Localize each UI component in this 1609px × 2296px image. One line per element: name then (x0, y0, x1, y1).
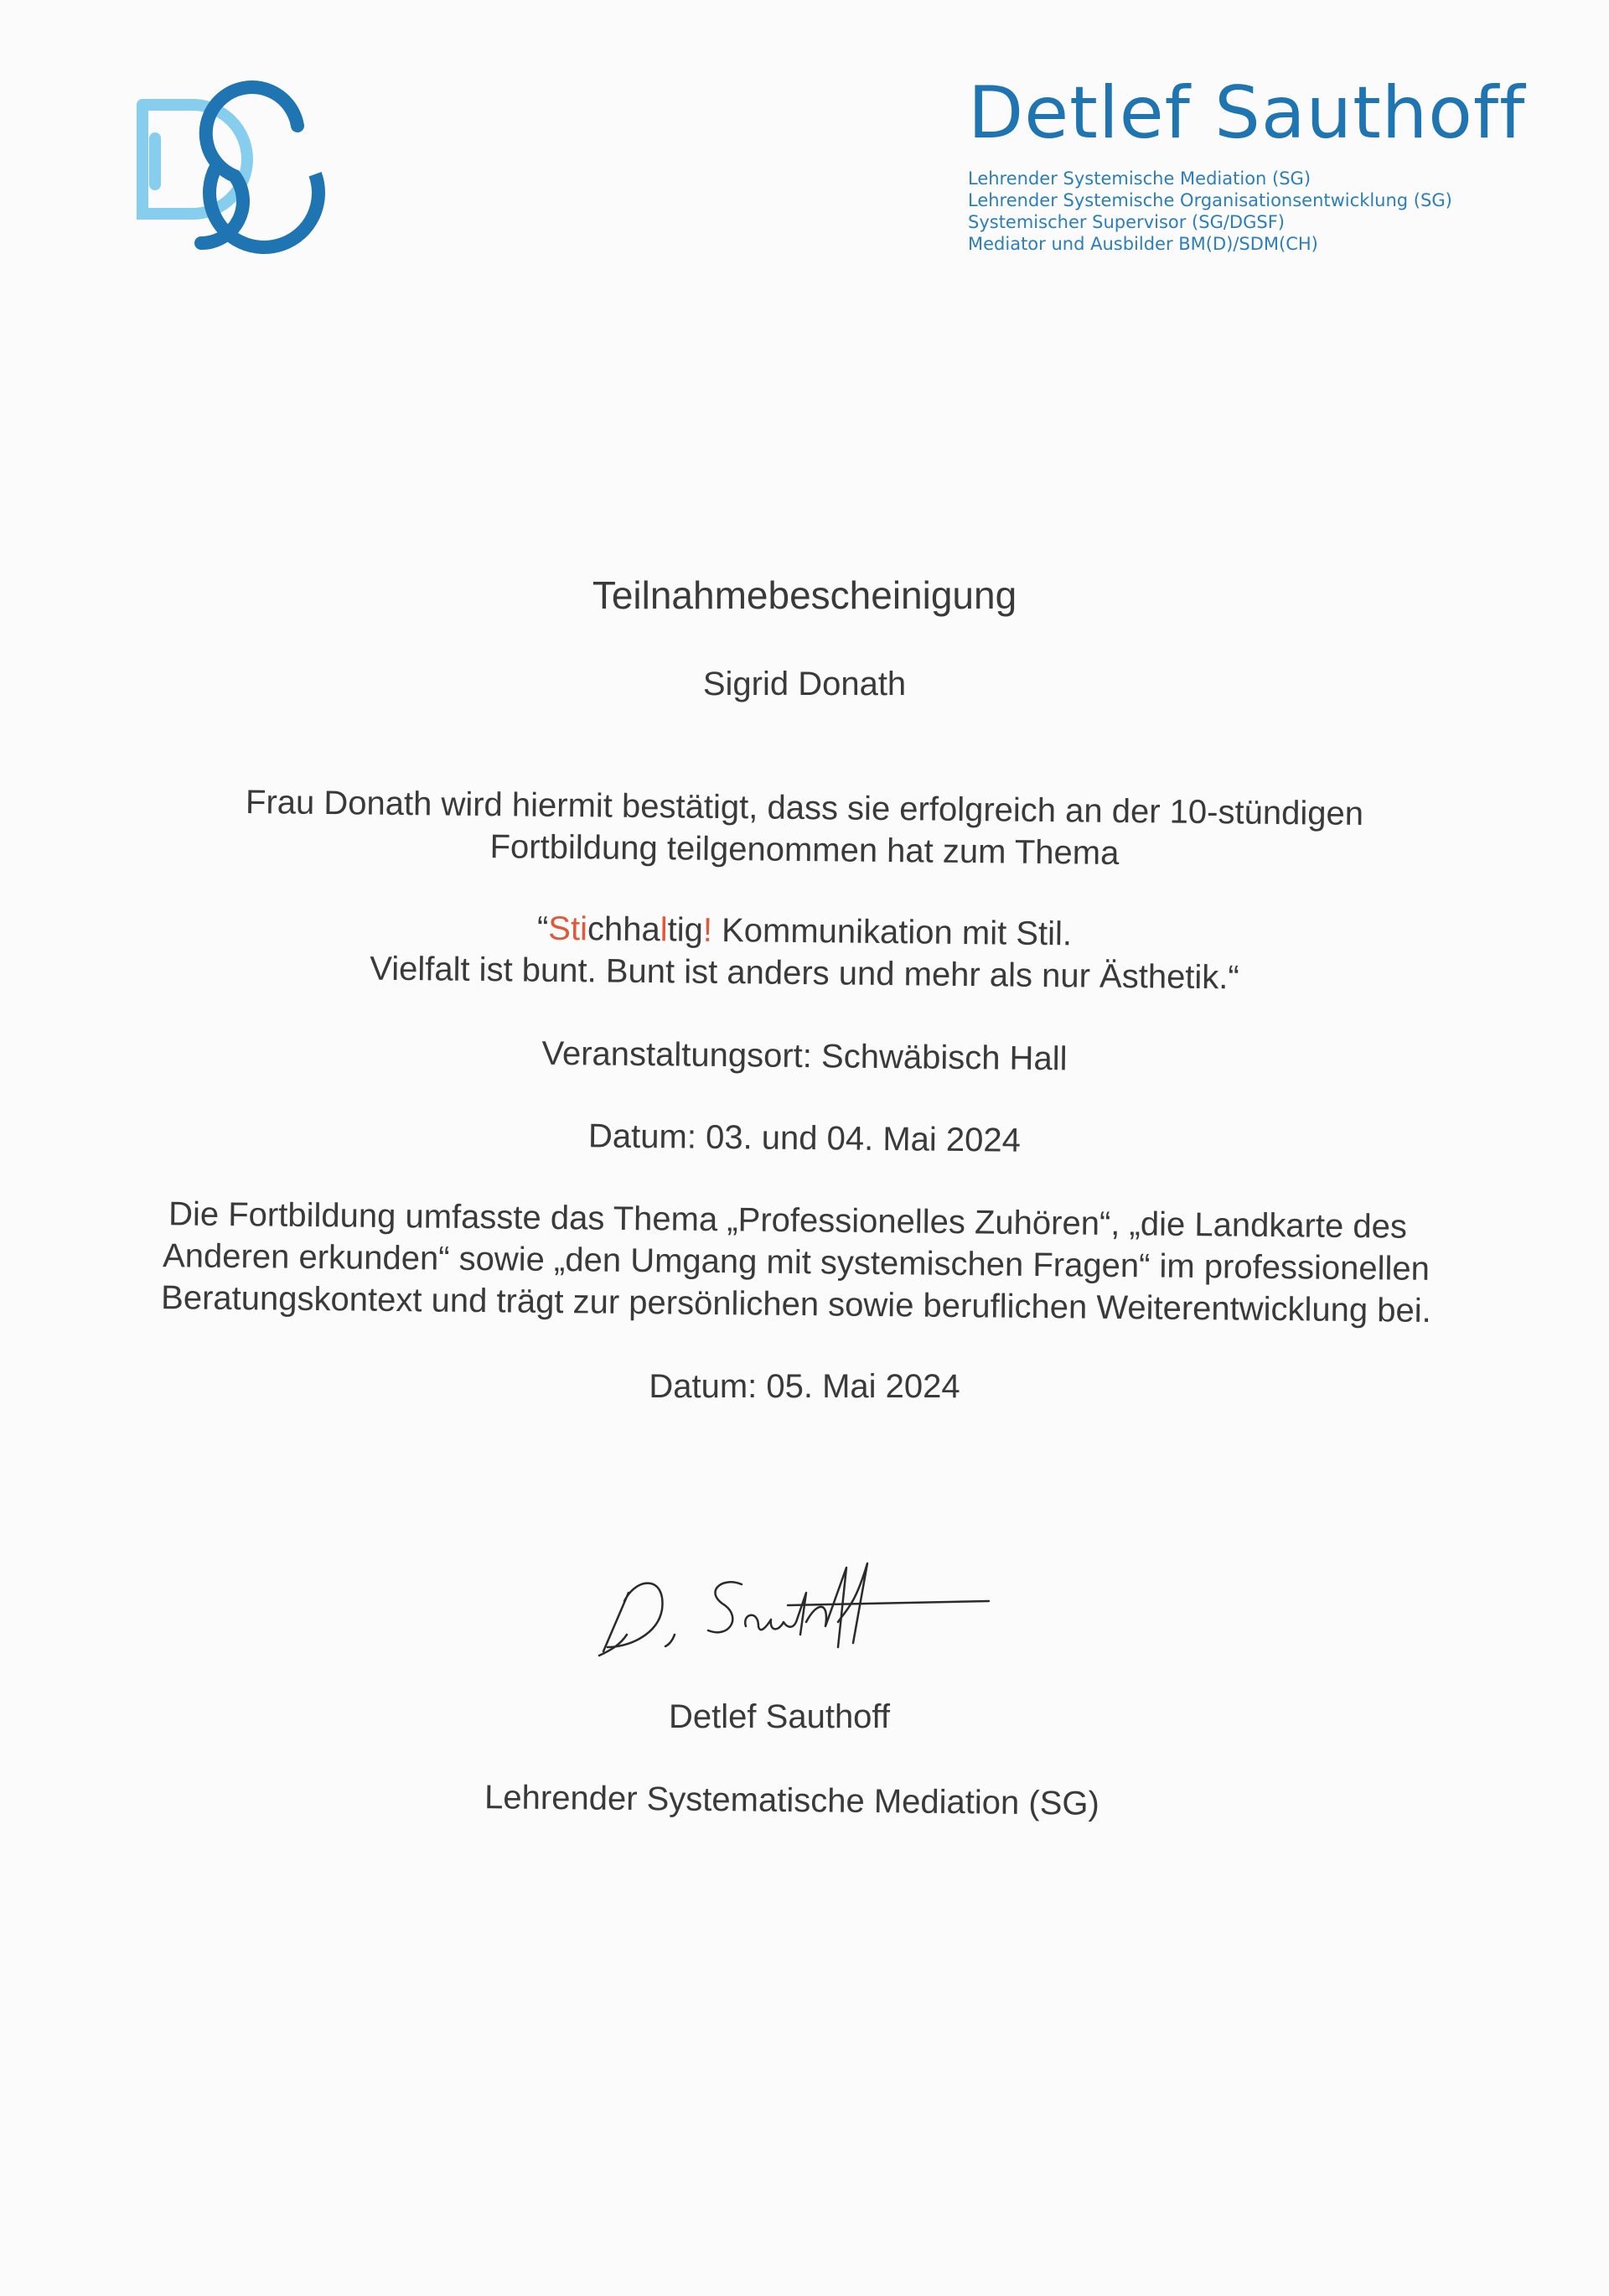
signer-title: Lehrender Systematische Mediation (SG) (484, 1779, 1100, 1822)
event-date: Datum: 03. und 04. Mai 2024 (587, 1117, 1022, 1159)
location: Veranstaltungsort: Schwäbisch Hall (541, 1034, 1068, 1078)
topic-highlight: l (660, 911, 668, 949)
topic-text: chha (587, 910, 660, 949)
confirmation-line-1: Frau Donath wird hiermit bestätigt, dass sie erfolgreich an der 10-stündigen (245, 784, 1364, 832)
topic-highlight: Sti (548, 910, 588, 948)
qualification-item: Systemischer Supervisor (SG/DGSF) (968, 212, 1285, 232)
description-line-2: Anderen erkunden“ sowie „den Umgang mit systemischen Fragen“ im professionellen (162, 1237, 1431, 1288)
qualification-item: Mediator und Ausbilder BM(D)/SDM(CH) (968, 234, 1318, 254)
topic-text: Kommunikation mit Stil. (711, 911, 1073, 953)
letterhead (968, 71, 1538, 255)
topic-open-quote: “ (536, 910, 549, 947)
topic-highlight: ! (702, 911, 713, 949)
participant-name: Sigrid Donath (702, 666, 907, 702)
qualification-item: Lehrender Systemische Organisationsentwicklung (SG) (968, 190, 1452, 210)
qualification-item: Lehrender Systemische Mediation (SG) (968, 168, 1312, 189)
description-line-1: Die Fortbildung umfasste das Thema „Professionelles Zuhören“, „die Landkarte des (168, 1195, 1408, 1246)
description-line-3: Beratungskontext und trägt zur persönlichen sowie beruflichen Weiterentwicklung bei. (160, 1279, 1432, 1329)
signer-name: Detlef Sauthoff (669, 1698, 890, 1735)
document-title: Teilnahmebescheinigung (592, 573, 1017, 617)
confirmation-line-2: Fortbildung teilgenommen hat zum Thema (489, 828, 1120, 872)
signature-icon (587, 1542, 1006, 1677)
topic-text: tig (667, 911, 704, 949)
qualifications-list (968, 168, 1538, 255)
letterhead-name: Detlef Sauthoff (968, 71, 1526, 155)
ds-logo-icon (109, 59, 327, 260)
topic-line-2: Vielfalt ist bunt. Bunt ist anders und mehr als nur Ästhetik.“ (370, 950, 1239, 997)
issue-date: Datum: 05. Mai 2024 (649, 1368, 960, 1405)
